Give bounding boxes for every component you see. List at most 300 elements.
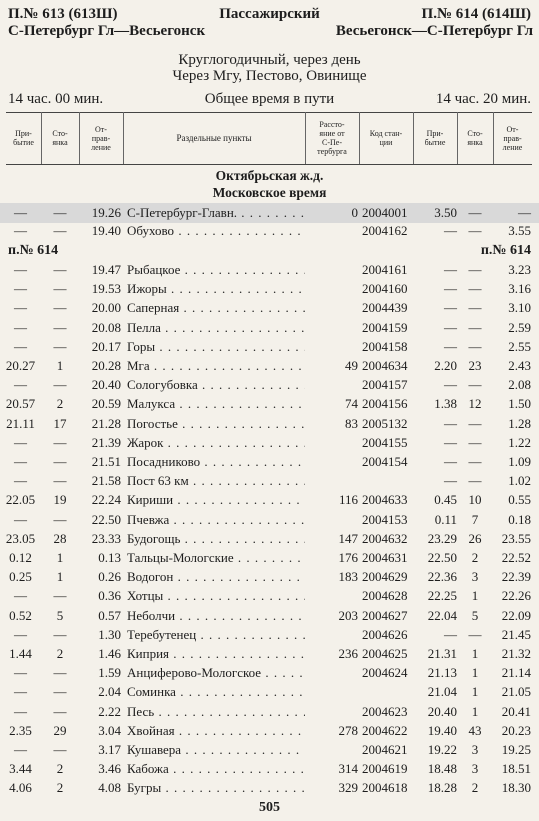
arrival: —: [14, 434, 27, 450]
col-stations-header: Раздельные пункты: [176, 132, 252, 143]
station-code: 2004626: [362, 626, 408, 642]
arrival: —: [14, 300, 27, 316]
station-name: Пчевжа . . .: [127, 510, 305, 530]
arrival-return: 19.40: [427, 722, 457, 738]
table-row: [0, 375, 539, 395]
arrival-return: —: [444, 473, 457, 489]
page-number: 505: [259, 800, 280, 815]
stop-return: 7: [471, 511, 479, 527]
departure: 1.46: [98, 646, 121, 661]
departure-return: 22.52: [501, 550, 531, 565]
table-row: [0, 625, 539, 645]
arrival: —: [14, 684, 27, 700]
stop: —: [53, 319, 67, 335]
arrival: —: [14, 742, 27, 757]
stop: —: [53, 434, 67, 450]
departure: 3.46: [98, 761, 121, 777]
departure: 19.26: [91, 205, 121, 220]
arrival: 2.35: [9, 722, 32, 738]
arrival: —: [14, 262, 27, 277]
arrival-return: 21.13: [427, 665, 457, 681]
station-code: 2004627: [362, 607, 408, 623]
table-row: [0, 337, 539, 357]
stop: 29: [53, 722, 67, 738]
departure: 1.30: [98, 626, 121, 642]
railway-name: Октябрьская ж.д.: [215, 168, 324, 183]
stop-return: 43: [468, 722, 482, 738]
departure: 0.26: [98, 569, 121, 585]
departure: 20.00: [91, 300, 121, 316]
table-row: [0, 778, 539, 798]
stop: —: [53, 473, 67, 489]
distance: 329: [338, 780, 358, 796]
stop-return: —: [468, 319, 482, 335]
stop-return: 5: [471, 607, 479, 623]
table-row: [0, 356, 539, 376]
stop-return: 3: [471, 569, 479, 585]
arrival: —: [14, 626, 27, 642]
station-code: 2004624: [362, 665, 408, 681]
departure: 19.47: [91, 262, 121, 277]
stop-return: 23: [468, 358, 482, 373]
station-name: Жарок . . .: [127, 433, 305, 453]
arrival: 0.25: [9, 569, 32, 585]
station-name: Киприя . . .: [127, 644, 305, 664]
station-name: Рыбацкое . . .: [127, 260, 305, 280]
stop: 1: [56, 358, 64, 373]
station-name: Кушавера . . .: [127, 740, 305, 760]
stop-return: —: [468, 434, 482, 450]
station-name: Водогон . . .: [127, 567, 305, 587]
arrival: 22.05: [5, 492, 36, 508]
arrival: —: [14, 338, 27, 354]
stop-return: 10: [468, 492, 482, 508]
table-row: [0, 702, 539, 722]
table-row: [0, 394, 539, 414]
stop-return: 1: [471, 703, 479, 719]
stop: —: [53, 665, 67, 681]
station-name: Анциферово-Мологское . . .: [127, 663, 305, 683]
station-name: Саперная . . .: [127, 298, 305, 318]
col-stop-header: Сто- янка: [52, 129, 68, 147]
stop-return: —: [468, 473, 482, 489]
station-name: Неболчи . . .: [127, 606, 305, 626]
table-row: [0, 433, 539, 453]
stop-return: —: [468, 338, 482, 354]
departure-return: 20.41: [501, 703, 531, 719]
distance: 176: [338, 550, 358, 565]
arrival: 1.44: [9, 646, 32, 661]
departure-return: 20.23: [501, 722, 531, 738]
stop-return: 3: [471, 742, 479, 757]
stop-return: 26: [468, 530, 482, 546]
table-row: [0, 759, 539, 779]
departure: 20.40: [91, 377, 121, 393]
arrival-return: —: [444, 281, 457, 297]
departure-return: 21.32: [501, 646, 531, 661]
station-code: 2004158: [362, 338, 408, 354]
arrival-return: 22.50: [427, 550, 457, 565]
table-row: [0, 548, 539, 568]
station-code: 2004623: [362, 703, 408, 719]
departure-return: 1.22: [508, 434, 531, 450]
station-code: 2004439: [362, 300, 408, 316]
station-name: Песь . . .: [127, 702, 305, 722]
right-train-number: П.№ 614 (614Ш): [421, 6, 531, 22]
distance: 147: [338, 530, 358, 546]
stop-return: —: [468, 415, 482, 431]
stop-return: —: [468, 262, 482, 277]
stop-return: 1: [471, 588, 479, 604]
departure: 21.39: [91, 434, 121, 450]
departure-return: 3.23: [508, 262, 531, 277]
station-code: 2004161: [362, 262, 408, 277]
departure: 2.04: [98, 684, 121, 700]
arrival-return: —: [444, 300, 457, 316]
departure: 20.59: [91, 396, 121, 412]
departure-return: 1.28: [508, 415, 531, 431]
station-name: Хотцы . . .: [127, 586, 305, 606]
station-name: Соминка . . .: [127, 682, 305, 702]
arrival: —: [14, 281, 27, 297]
stop-return: —: [468, 205, 482, 220]
station-name: Кириши . . .: [127, 490, 305, 510]
arrival-return: 22.04: [427, 607, 457, 623]
station-code: 2004159: [362, 319, 408, 335]
stop: —: [53, 338, 67, 354]
stop: —: [53, 703, 67, 719]
stop: —: [53, 377, 67, 393]
departure-return: 22.26: [501, 588, 531, 604]
stop-return: 2: [471, 780, 479, 796]
station-code: 2005132: [362, 415, 408, 431]
station-code: 2004625: [362, 646, 408, 661]
station-name: Ижоры . . .: [127, 279, 305, 299]
departure-return: 21.14: [501, 665, 531, 681]
station-name: Погостье . . .: [127, 414, 305, 434]
stop: 2: [56, 396, 64, 412]
departure-return: 3.55: [508, 223, 531, 238]
departure-return: 1.02: [508, 473, 531, 489]
stop-return: 12: [468, 396, 482, 412]
arrival-return: —: [444, 626, 457, 642]
arrival-return: —: [444, 223, 457, 238]
col-arrival-header: При- бытие: [13, 129, 34, 147]
departure-return: 21.05: [501, 684, 531, 700]
table-row: [0, 740, 539, 760]
distance: 83: [345, 415, 358, 431]
arrival-return: 19.22: [427, 742, 457, 757]
departure-return: 22.09: [501, 607, 531, 623]
stop: —: [53, 223, 67, 238]
arrival-return: 0.45: [434, 492, 457, 508]
arrival: —: [14, 665, 27, 681]
station-name: С-Петербург-Главн. . . .: [127, 203, 305, 223]
arrival-return: 2.20: [434, 358, 457, 373]
departure: 20.28: [91, 358, 121, 373]
table-row: [0, 606, 539, 626]
station-code: 2004157: [362, 377, 408, 393]
departure: 21.28: [91, 415, 121, 431]
table-row: [0, 298, 539, 318]
departure: 22.24: [91, 492, 121, 508]
arrival: 23.05: [5, 530, 36, 546]
distance: 314: [338, 761, 358, 777]
arrival-return: —: [444, 319, 457, 335]
left-travel-time: 14 час. 00 мин.: [8, 91, 104, 107]
arrival-return: 21.04: [427, 684, 457, 700]
stop-return: 1: [471, 646, 479, 661]
table-row: [0, 586, 539, 606]
stop: —: [53, 281, 67, 297]
station-name: Пелла . . .: [127, 318, 305, 338]
table-row: [0, 318, 539, 338]
arrival-return: 21.31: [427, 646, 457, 661]
arrival-return: —: [444, 377, 457, 393]
departure-return: 2.59: [508, 319, 531, 335]
train-type: Пассажирский: [219, 6, 320, 22]
arrival-return: —: [444, 262, 457, 277]
arrival: 21.11: [6, 415, 35, 431]
table-row: [0, 279, 539, 299]
station-code: 2004633: [362, 492, 408, 508]
stop: —: [53, 262, 67, 277]
col-distance-header: Рассто- яние от С-Пе- тербурга: [317, 120, 347, 156]
arrival-return: 18.28: [427, 780, 457, 796]
station-code: 2004621: [362, 742, 408, 757]
departure: 3.04: [98, 722, 121, 738]
station-name: Обухово . . .: [127, 221, 305, 241]
station-name: Горы . . .: [127, 337, 305, 357]
stop: —: [53, 742, 67, 757]
departure-return: 0.55: [508, 492, 531, 508]
departure: 4.08: [98, 780, 121, 796]
stop: —: [53, 454, 67, 469]
table-row: [0, 663, 539, 683]
table-row: [0, 721, 539, 741]
distance: 203: [338, 607, 358, 623]
departure-return: 2.55: [508, 338, 531, 354]
stop: —: [53, 205, 67, 220]
timezone-label: Московское время: [212, 185, 327, 200]
table-header-bottom-rule: [6, 164, 532, 165]
table-row: [0, 471, 539, 491]
train-label-left: п.№ 614: [8, 243, 59, 258]
departure: 1.59: [98, 665, 121, 681]
departure: 23.33: [91, 530, 121, 546]
stop: —: [53, 684, 67, 700]
station-name: Сологубовка . . .: [127, 375, 305, 395]
departure: 0.13: [98, 550, 121, 565]
arrival: 3.44: [9, 761, 32, 777]
arrival-return: 18.48: [427, 761, 457, 777]
left-route: С-Петербург Гл—Весьегонск: [8, 23, 206, 39]
station-name: Бугры . . .: [127, 778, 305, 798]
train-label-right: п.№ 614: [480, 243, 531, 258]
stop: 5: [56, 607, 64, 623]
stop: 2: [56, 780, 64, 796]
stop: 1: [56, 569, 64, 585]
stop-return: 3: [471, 761, 479, 777]
distance: 236: [338, 646, 358, 661]
stop: 2: [56, 646, 64, 661]
departure: 19.40: [91, 223, 121, 238]
station-code: 2004155: [362, 434, 408, 450]
stop: —: [53, 588, 67, 604]
arrival: 4.06: [9, 780, 32, 796]
table-row: [0, 529, 539, 549]
table-row: [0, 644, 539, 664]
station-code: 2004160: [362, 281, 408, 297]
arrival-return: —: [444, 338, 457, 354]
table-row: [0, 221, 539, 241]
col-departure2-header: От- прав- ление: [502, 124, 523, 152]
departure-return: 23.55: [501, 530, 531, 546]
departure: 20.17: [91, 338, 121, 354]
departure: 0.36: [98, 588, 121, 604]
table-row: [0, 414, 539, 434]
stop-return: —: [468, 281, 482, 297]
station-code: 2004162: [362, 223, 408, 238]
right-travel-time: 14 час. 20 мин.: [435, 91, 531, 107]
departure-return: 3.10: [508, 300, 531, 316]
station-code: 2004632: [362, 530, 408, 546]
departure: 0.57: [98, 607, 121, 623]
distance: 49: [345, 358, 358, 373]
station-code: 2004618: [362, 780, 408, 796]
col-stop2-header: Сто- янка: [467, 129, 483, 147]
arrival: 0.12: [9, 550, 32, 565]
arrival-return: —: [444, 434, 457, 450]
stop: 17: [53, 415, 67, 431]
station-code: 2004619: [362, 761, 408, 777]
station-code: 2004629: [362, 569, 408, 585]
table-row: [0, 452, 539, 472]
arrival: 20.57: [5, 396, 36, 412]
departure-return: 18.51: [501, 761, 531, 777]
station-code: 2004628: [362, 588, 408, 604]
stop: 28: [53, 530, 67, 546]
departure-return: 3.16: [508, 281, 531, 297]
station-name: Теребутенец . . .: [127, 625, 305, 645]
stop: 19: [53, 492, 67, 508]
stop: 2: [56, 761, 64, 777]
arrival: —: [14, 223, 27, 238]
arrival: —: [14, 377, 27, 393]
station-name: Кабожа . . .: [127, 759, 305, 779]
arrival-return: 22.36: [427, 569, 457, 585]
station-name: Будогощь . . .: [127, 529, 305, 549]
arrival-return: —: [444, 454, 457, 469]
schedule-note: Круглогодичный, через день: [178, 52, 361, 68]
distance: 183: [338, 569, 358, 585]
station-code: 2004631: [362, 550, 408, 565]
arrival: 0.52: [9, 607, 32, 623]
stop-return: —: [468, 300, 482, 316]
stop-return: 1: [471, 684, 479, 700]
station-code: 2004622: [362, 722, 408, 738]
departure: 22.50: [91, 511, 121, 527]
col-departure-header: От- прав- ление: [91, 124, 111, 152]
distance: 0: [351, 205, 358, 220]
arrival-return: —: [444, 415, 457, 431]
arrival: —: [14, 588, 27, 604]
stop: —: [53, 511, 67, 527]
table-top-rule: [6, 112, 532, 113]
arrival-return: 3.50: [434, 205, 457, 220]
station-name: Посадниково . . .: [127, 452, 305, 472]
departure: 21.58: [91, 473, 121, 489]
departure-return: 21.45: [501, 626, 531, 642]
station-name: Мга . . .: [127, 356, 305, 376]
departure: 3.17: [98, 742, 121, 757]
arrival-return: 23.29: [427, 530, 457, 546]
arrival-return: 20.40: [427, 703, 457, 719]
via-note: Через Мгу, Пестово, Овинище: [172, 68, 367, 84]
arrival: —: [14, 205, 27, 220]
station-code: 2004001: [362, 205, 408, 220]
station-name: Малукса . . .: [127, 394, 305, 414]
arrival: —: [14, 473, 27, 489]
stop-return: —: [468, 626, 482, 642]
stop-return: —: [468, 454, 482, 469]
total-time-label: Общее время в пути: [204, 91, 335, 107]
station-name: Хвойная . . .: [127, 721, 305, 741]
station-code: 2004634: [362, 358, 408, 373]
arrival-return: 0.11: [434, 511, 457, 527]
distance: 116: [338, 492, 358, 508]
stop: —: [53, 626, 67, 642]
station-name: Тальцы-Мологские . . .: [127, 548, 305, 568]
table-row: [0, 682, 539, 702]
departure-return: —: [518, 205, 531, 220]
arrival: —: [14, 511, 27, 527]
station-code: 2004153: [362, 511, 408, 527]
distance: 74: [345, 396, 358, 412]
stop-return: —: [468, 223, 482, 238]
table-row: [0, 490, 539, 510]
departure-return: 2.43: [508, 358, 531, 373]
departure-return: 1.50: [508, 396, 531, 412]
col-code-header: Код стан- ции: [369, 129, 403, 147]
arrival: 20.27: [5, 358, 36, 373]
station-name: Пост 63 км . . .: [127, 471, 305, 491]
stop-return: 1: [471, 665, 479, 681]
departure-return: 2.08: [508, 377, 531, 393]
departure: 2.22: [98, 703, 121, 719]
stop-return: 2: [471, 550, 479, 565]
arrival: —: [14, 454, 27, 469]
stop-return: —: [468, 377, 482, 393]
departure-return: 1.09: [508, 454, 531, 469]
departure-return: 22.39: [501, 569, 531, 585]
col-arrival2-header: При- бытие: [424, 129, 446, 147]
arrival: —: [14, 703, 27, 719]
departure: 20.08: [91, 319, 121, 335]
arrival: —: [14, 319, 27, 335]
departure-return: 19.25: [501, 742, 531, 757]
station-code: 2004156: [362, 396, 408, 412]
arrival-return: 22.25: [427, 588, 457, 604]
departure-return: 0.18: [508, 511, 531, 527]
arrival-return: 1.38: [434, 396, 457, 412]
table-row: [0, 260, 539, 280]
table-row: [0, 510, 539, 530]
departure: 19.53: [91, 281, 121, 297]
right-route: Весьегонск—С-Петербург Гл: [335, 23, 533, 39]
left-train-number: П.№ 613 (613Ш): [8, 6, 118, 22]
departure: 21.51: [91, 454, 121, 469]
